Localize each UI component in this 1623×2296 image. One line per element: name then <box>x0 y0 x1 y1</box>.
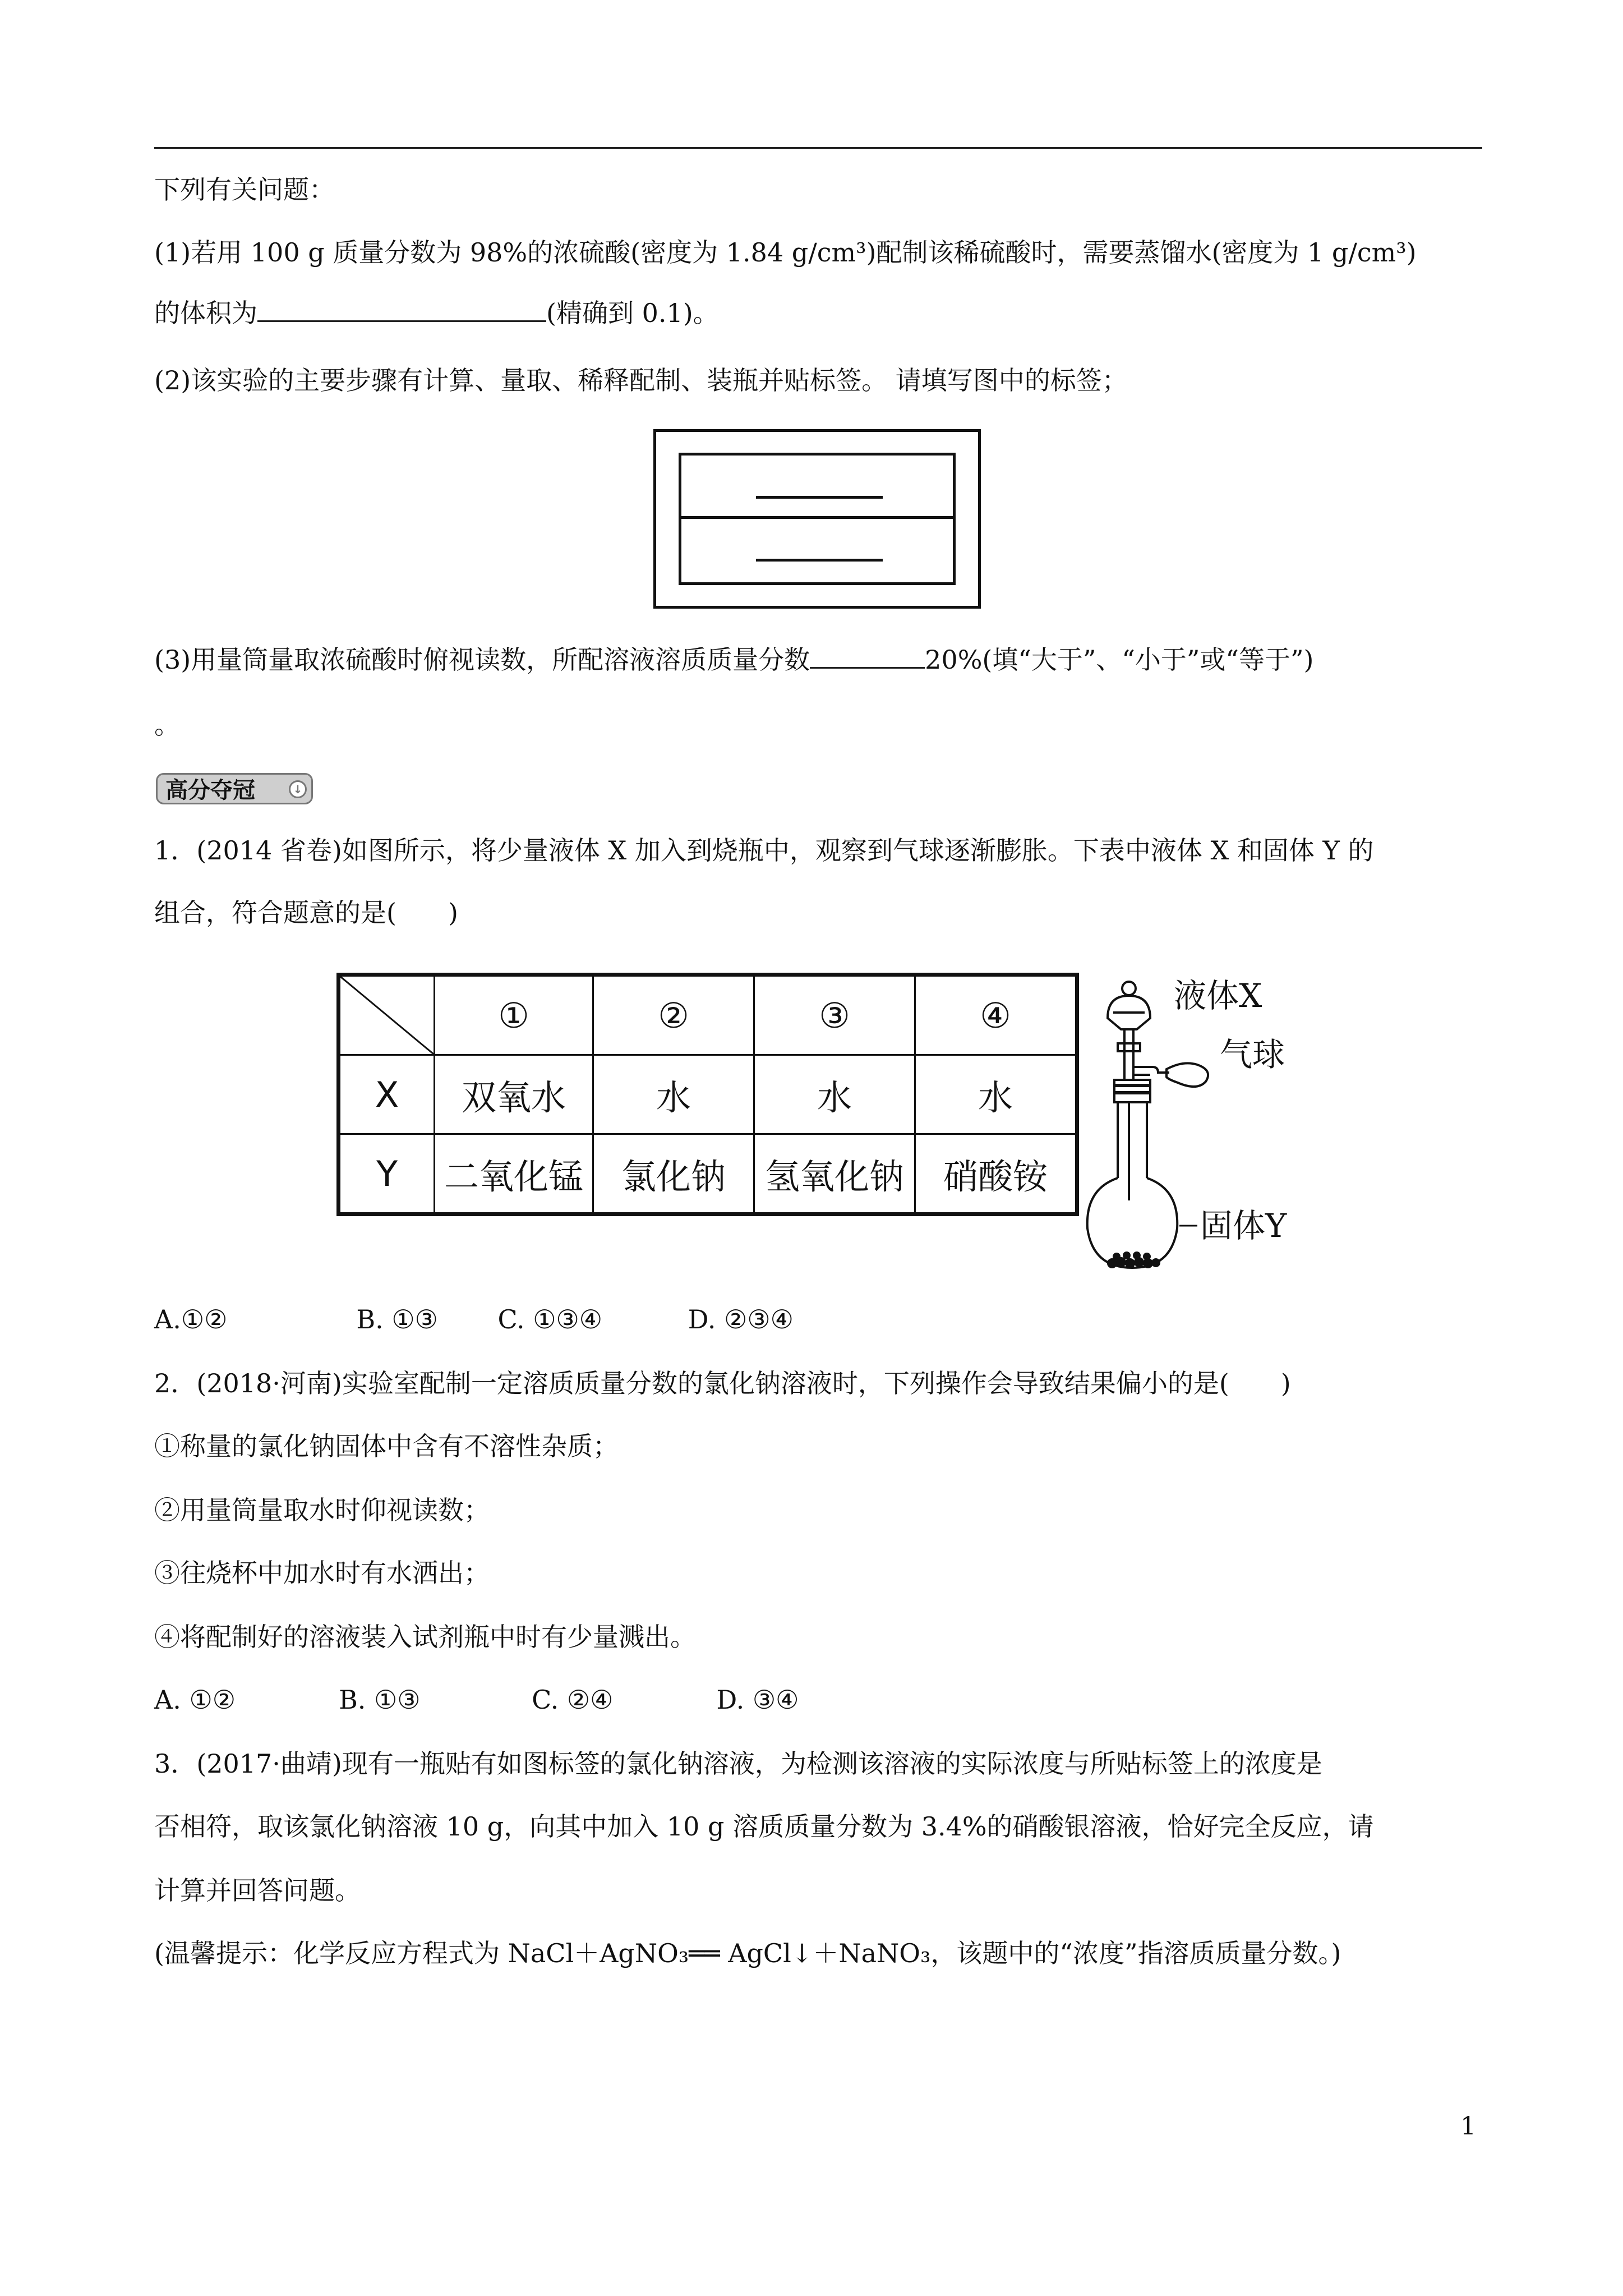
flask-apparatus-figure <box>1085 965 1326 1279</box>
question-2-item-2: ②用量筒量取水时仰视读数； <box>154 1495 490 1525</box>
question-1: 1．(2014 省卷)如图所示，将少量液体 X 加入到烧瓶中，观察到气球逐渐膨胀。下表中液体 X 和固体 Y 的 <box>154 835 1374 866</box>
label-inner-frame <box>679 453 956 585</box>
question-1-options: A.①② B. ①③ C. ①③④ D. ②③④ <box>154 1304 794 1335</box>
page-number: 1 <box>1460 2112 1476 2141</box>
table-cell: 水 <box>915 1055 1077 1134</box>
text-fragment: (3)用量筒量取浓硫酸时俯视读数，所配溶液溶质质量分数 <box>154 645 810 675</box>
section-badge <box>156 773 313 804</box>
label-divider <box>681 516 953 519</box>
label-blank-line-1[interactable] <box>756 496 883 499</box>
question-2-item-3: ③往烧杯中加水时有水洒出； <box>154 1558 490 1588</box>
table-cell: 双氧水 <box>435 1055 593 1134</box>
text-fragment: (精确到 0.1)。 <box>546 298 719 328</box>
table-cell: 氢氧化钠 <box>754 1134 915 1214</box>
corner-cell <box>339 975 435 1055</box>
question-3-cont: 计算并回答问题。 <box>154 1875 361 1906</box>
table-row <box>339 1134 1077 1214</box>
question-3: 3．(2017·曲靖)现有一瓶贴有如图标签的氯化钠溶液，为检测该溶液的实际浓度与所贴标签上的浓度是 <box>154 1749 1322 1779</box>
header-cell: ③ <box>754 975 915 1055</box>
question-part-3 <box>154 643 1313 677</box>
solid-y-label: 固体Y <box>1200 1207 1287 1245</box>
answer-blank[interactable] <box>257 298 546 322</box>
question-part-2: (2)该实验的主要步骤有计算、量取、稀释配制、装瓶并贴标签。 请填写图中的标签； <box>154 365 1128 395</box>
row-label: X <box>339 1055 435 1134</box>
text-line: 下列有关问题： <box>154 174 335 205</box>
header-cell: ④ <box>915 975 1077 1055</box>
question-1-cont: 组合，符合题意的是( ) <box>154 898 458 928</box>
question-part-1: (1)若用 100 g 质量分数为 98%的浓硫酸(密度为 1.84 g/cm³)配制该稀硫酸时，需要蒸馏水(密度为 1 g/cm³) <box>154 237 1417 268</box>
header-rule <box>154 147 1482 149</box>
question-part-1-cont <box>154 296 719 330</box>
table-cell: 水 <box>593 1055 754 1134</box>
funnel-stopper <box>1122 982 1136 995</box>
label-diagram <box>653 429 981 609</box>
answer-blank[interactable] <box>810 645 925 669</box>
text-fragment: 的体积为 <box>154 298 257 328</box>
text-line: 。 <box>154 710 180 740</box>
question-2-item-4: ④将配制好的溶液装入试剂瓶中时有少量溅出。 <box>154 1622 696 1652</box>
question-2-item-1: ①称量的氯化钠固体中含有不溶性杂质； <box>154 1431 619 1461</box>
question-2-options: A. ①② B. ①③ C. ②④ D. ③④ <box>154 1685 799 1715</box>
text-fragment: 20%(填“大于”、“小于”或“等于”) <box>925 645 1314 675</box>
flask-body <box>1087 1178 1178 1268</box>
table-cell: 氯化钠 <box>593 1134 754 1214</box>
row-label: Y <box>339 1134 435 1214</box>
header-cell: ① <box>435 975 593 1055</box>
question-3-cont: 否相符，取该氯化钠溶液 10 g，向其中加入 10 g 溶质质量分数为 3.4%的硝酸银溶液，恰好完全反应，请 <box>154 1811 1374 1842</box>
label-blank-line-2[interactable] <box>756 559 883 562</box>
balloon-shape <box>1166 1063 1208 1087</box>
table-row <box>339 1055 1077 1134</box>
header-cell: ② <box>593 975 754 1055</box>
solid-particles <box>1107 1251 1160 1268</box>
badge-label: 高分夺冠 <box>165 777 255 803</box>
table-row <box>339 975 1077 1055</box>
balloon-label: 气球 <box>1220 1036 1285 1074</box>
question-3-hint: (温馨提示：化学反应方程式为 NaCl＋AgNO₃══ AgCl↓＋NaNO₃，该题中的“浓度”指溶质质量分数。) <box>154 1938 1341 1968</box>
liquid-x-label: 液体X <box>1174 977 1262 1015</box>
table-cell: 二氧化锰 <box>435 1134 593 1214</box>
question-2: 2．(2018·河南)实验室配制一定溶质质量分数的氯化钠溶液时，下列操作会导致结果偏小的是( ) <box>154 1368 1291 1398</box>
arrow-down-icon: ↓ <box>289 780 307 798</box>
table-cell: 水 <box>754 1055 915 1134</box>
table-cell: 硝酸铵 <box>915 1134 1077 1214</box>
options-table <box>336 973 1079 1216</box>
diagonal-line <box>340 977 434 1054</box>
